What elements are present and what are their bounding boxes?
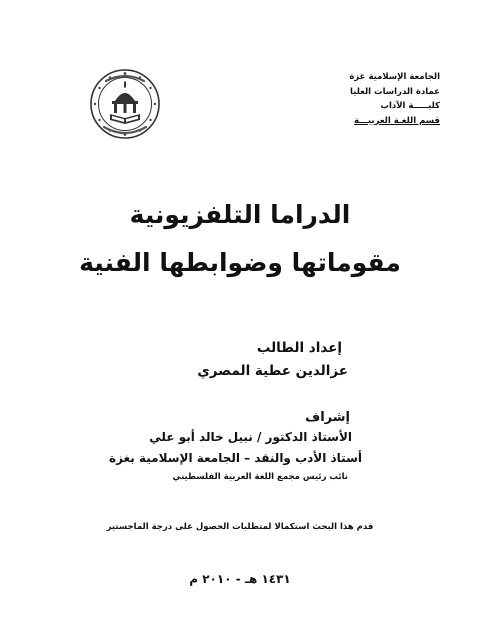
supervision-label: إشراف — [305, 410, 350, 425]
faculty-name: كليـــــة الآداب — [380, 101, 440, 111]
prepared-by-label: إعداد الطالب — [256, 340, 342, 356]
submission-date: ١٤٣١ هـ - ٢٠١٠ م — [189, 572, 291, 586]
university-name: الجامعة الإسلامية غزة — [349, 72, 440, 82]
supervisor-name: الأستاذ الدكتور / نبيل خالد أبو علي — [149, 430, 352, 444]
department-name: قسم اللغـة العربيـــة — [354, 115, 440, 126]
institution-header — [300, 70, 440, 128]
supervisor-role: نائب رئيس مجمع اللغة العربية الفلسطيني — [172, 472, 348, 482]
submission-statement: قدم هذا البحث استكمالا لمتطلبات الحصول على درجة الماجستير — [106, 522, 374, 532]
supervisor-title: أستاذ الأدب والنقد – الجامعة الإسلامية بغزة — [108, 451, 362, 465]
student-name: عزالدين عطية المصري — [197, 363, 348, 379]
thesis-title-line-2: مقوماتها وضوابطها الفنية — [79, 248, 401, 277]
thesis-title-line-1: الدراما التلفزيونية — [129, 200, 351, 229]
deanship-name: عمادة الدراسات العليا — [350, 86, 440, 97]
university-seal-icon — [88, 67, 162, 141]
